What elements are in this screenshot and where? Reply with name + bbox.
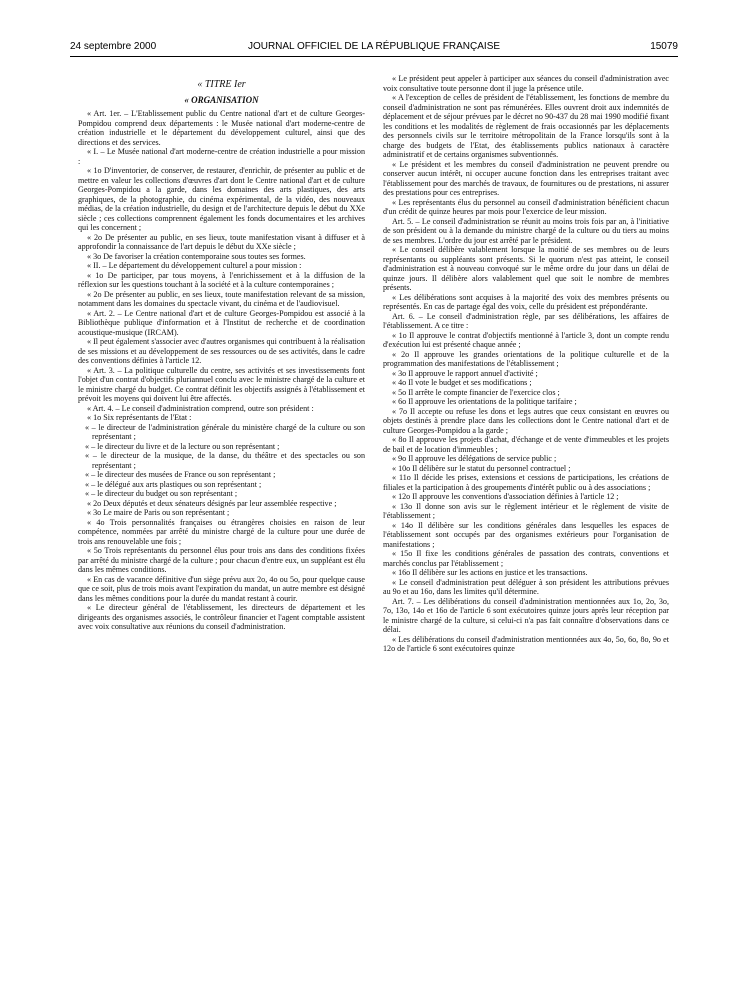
paragraph: « 2o Deux députés et deux sénateurs désignés par leur assemblée respective ; — [87, 498, 337, 508]
paragraph: « Les représentants élus du personnel au conseil d'administration bénéficient chacun d'un crédit de quinze heures par mois pour l'exercice de leur mission. — [383, 197, 669, 216]
paragraph: « 12o Il approuve les conventions d'association définies à l'article 12 ; — [392, 492, 619, 501]
paragraph: « 6o Il approuve les orientations de la politique tarifaire ; — [392, 397, 577, 406]
paragraph: « 5o Trois représentants du personnel élus pour trois ans dans des conditions fixées par arrêté du ministre chargé de la culture ; pour chacun d'entre eux, un suppléant est élu dans les mêmes conditions. — [78, 546, 365, 574]
paragraph: « 9o Il approuve les délégations de service public ; — [392, 454, 557, 463]
paragraph: « – le directeur de l'administration générale du ministère chargé de la culture ou son représentant ; — [85, 422, 365, 441]
paragraph: « 1o Six représentants de l'Etat : — [87, 413, 192, 422]
header-rule — [70, 56, 678, 57]
paragraph: « Art. 2. – Le Centre national d'art et de culture Georges-Pompidou est associé à la Bibliothèque publique d'information et à l'Institut de recherche et de coordination acoustique-musique (IRCAM). — [78, 308, 365, 337]
paragraph: « II. – Le département du développement culturel a pour mission : — [87, 261, 302, 270]
paragraph: « Le directeur général de l'établissement, les directeurs de département et les dirigeants des organismes associés, le contrôleur financier et l'agent comptable assistent avec voix consultative aux réunions du conseil d'administration. — [78, 603, 365, 631]
paragraph: « A l'exception de celles de président de l'établissement, les fonctions de membre du conseil d'administration ne sont pas rémunérées. Elles ouvrent droit aux indemnités de déplacement et de séjour prévues par le décret no 90-437 du 28 mai 1990 modifié fixant les conditions et les modalités de règlement de frais occasionnés par les déplacements des personnels civils sur le territoire métropolitain de la France lorsqu'ils sont à la charge des budgets de l'Etat, des établissements publics nationaux à caractère administratif et de certains organismes subventionnés. — [383, 93, 669, 159]
section-subtitle: « ORGANISATION — [184, 94, 259, 105]
paragraph: « 3o Il approuve le rapport annuel d'activité ; — [392, 368, 538, 378]
paragraph: « Les délibérations sont acquises à la majorité des voix des membres présents ou représentés. En cas de partage égal des voix, celle du président est prépondérante. — [383, 292, 669, 311]
paragraph: « Les délibérations du conseil d'administration mentionnées aux 4o, 5o, 6o, 8o, 9o et 12o de l'article 6 sont exécutoires quinze — [383, 634, 669, 653]
paragraph: « – le directeur de la musique, de la danse, du théâtre et des spectacles ou son représentant ; — [85, 451, 365, 470]
paragraph: « – le directeur du livre et de la lecture ou son représentant ; — [85, 441, 280, 451]
right-column — [383, 74, 669, 979]
paragraph: Art. 7. – Les délibérations du conseil d'administration mentionnées aux 1o, 2o, 3o, 7o, 13o, 14o et 16o de l'article 6 sont exécutoires quinze jours après leur réception par le ministre chargé de la culture, si celui-ci n'a pas fait connaître d'observations dans ce délai. — [383, 596, 669, 634]
section-title: « TITRE Ier — [197, 80, 246, 90]
paragraph: « 4o Il vote le budget et ses modifications ; — [392, 378, 532, 387]
paragraph: « – le directeur des musées de France ou son représentant ; — [85, 470, 276, 479]
paragraph: « 3o De favoriser la création contemporaine sous toutes ses formes. — [87, 251, 306, 261]
paragraph: « 2o Il approuve les grandes orientations de la politique culturelle et de la programmation des manifestations de l'établissement ; — [383, 349, 669, 368]
paragraph: « 2o De présenter au public, en ses lieux, toute manifestation relevant de sa mission, notamment dans les domaines du spectacle vivant, du cinéma et de l'audiovisuel. — [78, 289, 365, 308]
paragraph: « 16o Il délibère sur les actions en justice et les transactions. — [392, 568, 588, 577]
paragraph: « 7o Il accepte ou refuse les dons et legs autres que ceux consistant en œuvres ou objets destinés à prendre place dans les collections dont le Centre national d'art et de culture Georges-Pompidou a la garde ; — [383, 406, 669, 435]
paragraph: « 8o Il approuve les projets d'achat, d'échange et de vente d'immeubles et les projets de bail et de location d'immeubles ; — [383, 435, 669, 454]
paragraph: « 3o Le maire de Paris ou son représentant ; — [87, 508, 230, 517]
paragraph: « Art. 4. – Le conseil d'administration comprend, outre son président : — [87, 403, 314, 413]
paragraph: « 4o Trois personnalités françaises ou étrangères choisies en raison de leur compétence, nommées par arrêté du ministre chargé de la culture pour une durée de trois ans renouvelable une fois ; — [78, 517, 365, 546]
paragraph: « 1o De participer, par tous moyens, à l'enrichissement et à la diffusion de la réflexion sur les questions touchant à la société et à la culture contemporaines ; — [78, 270, 365, 289]
paragraph: « Art. 3. – La politique culturelle du centre, ses activités et ses investissements font l'objet d'un contrat d'objectifs pluriannuel conclu avec le ministre chargé de la culture et le ministre chargé du budget. Ce contrat définit les objectifs assignés à l'établissement et prévoit les moyens qui doivent lui être affectés. — [78, 365, 365, 403]
left-column — [78, 80, 365, 985]
paragraph: « Le président peut appeler à participer aux séances du conseil d'administration avec voix consultative toute personne dont il juge la présence utile. — [383, 74, 669, 93]
paragraph: « 11o Il décide les prises, extensions et cessions de participations, les créations de filiales et la participation à des groupements d'intérêt public ou à des associations ; — [383, 473, 669, 492]
header-journal-title: JOURNAL OFFICIEL DE LA RÉPUBLIQUE FRANÇAISE — [247, 41, 501, 52]
paragraph: « 15o Il fixe les conditions générales de passation des contrats, conventions et marchés conclus par l'établissement ; — [383, 549, 669, 568]
paragraph: « 10o Il délibère sur le statut du personnel contractuel ; — [392, 463, 571, 473]
paragraph: « Le président et les membres du conseil d'administration ne peuvent prendre ou conserver aucun intérêt, ni occuper aucune fonction dans les entreprises traitant avec l'établissement pour des marchés de travaux, de fournitures ou de prestations, ni assurer des prestations pour ces entreprises. — [383, 159, 669, 197]
paragraph: « 13o Il donne son avis sur le règlement intérieur et le règlement de visite de l'établissement ; — [383, 501, 669, 520]
paragraph: Art. 6. – Le conseil d'administration règle, par ses délibérations, les affaires de l'établissement. A ce titre : — [383, 311, 669, 330]
paragraph: « – le directeur du budget ou son représentant ; — [85, 489, 238, 498]
paragraph: « En cas de vacance définitive d'un siège prévu aux 2o, 4o ou 5o, pour quelque cause que ce soit, plus de trois mois avant l'expiration du mandat, un autre membre est désigné dans les mêmes conditions pour la durée du mandat restant à courir. — [78, 574, 365, 603]
paragraph: « Il peut également s'associer avec d'autres organismes qui contribuent à la réalisation de ses missions et au développement de ses ressources ou de ses activités, dans le cadre des conventions définies à l'article 12. — [78, 337, 365, 365]
header-date: 24 septembre 2000 — [70, 41, 157, 52]
paragraph: « 2o De présenter au public, en ses lieux, toute manifestation visant à diffuser et à approfondir la connaissance de l'art depuis le début du XXe siècle ; — [78, 232, 365, 251]
paragraph: « I. – Le Musée national d'art moderne-centre de création industrielle a pour mission : — [78, 147, 365, 166]
paragraph: « Le conseil d'administration peut déléguer à son président les attributions prévues au 9o et au 16o, dans les limites qu'il détermine. — [383, 577, 669, 596]
page-header — [70, 41, 678, 55]
header-page-number: 15079 — [650, 41, 678, 52]
paragraph: « 1o D'inventorier, de conserver, de restaurer, d'enrichir, de présenter au public et de mettre en valeur les collections d'œuvres d'art dont le Centre national d'art et de culture Georges-Pompidou a la garde, dans les domaines des arts plastiques, des arts graphiques, de la photographie, du cinéma expérimental, de la vidéo, des nouveaux médias, de la création industrielle, du design et de l'architecture depuis le début du XXe siècle ; ces collections comprennent également les fonds documentaires et les archives qui les concernent ; — [78, 166, 365, 232]
paragraph: « 1o Il approuve le contrat d'objectifs mentionné à l'article 3, dont un compte rendu d'exécution lui est présenté chaque année ; — [383, 330, 669, 349]
paragraph: « Le conseil délibère valablement lorsque la moitié de ses membres ou de leurs représentants ou suppléants sont présents. Si le quorum n'est pas atteint, le conseil d'administration est à nouveau convoqué sur le même ordre du jour dans un délai de quinze jours. Il délibère alors valablement quel que soit le nombre de membres présents. — [383, 245, 669, 292]
paragraph: « – le délégué aux arts plastiques ou son représentant ; — [85, 479, 262, 489]
paragraph: « Art. 1er. – L'Etablissement public du Centre national d'art et de culture Georges-Pompidou comprend deux départements : le Musée national d'art moderne-centre de création industrielle et le département du développement culturel, ainsi que des directions et des services. — [78, 109, 365, 147]
paragraph: Art. 5. – Le conseil d'administration se réunit au moins trois fois par an, à l'initiative de son président ou à la demande du ministre chargé de la culture ou du tiers au moins de ses membres. L'ordre du jour est arrêté par le président. — [383, 216, 669, 245]
paragraph: « 14o Il délibère sur les conditions générales dans lesquelles les espaces de l'établissement sont occupés par des organismes extérieurs pour l'organisation de manifestations ; — [383, 520, 669, 549]
paragraph: « 5o Il arrête le compte financier de l'exercice clos ; — [392, 387, 560, 397]
